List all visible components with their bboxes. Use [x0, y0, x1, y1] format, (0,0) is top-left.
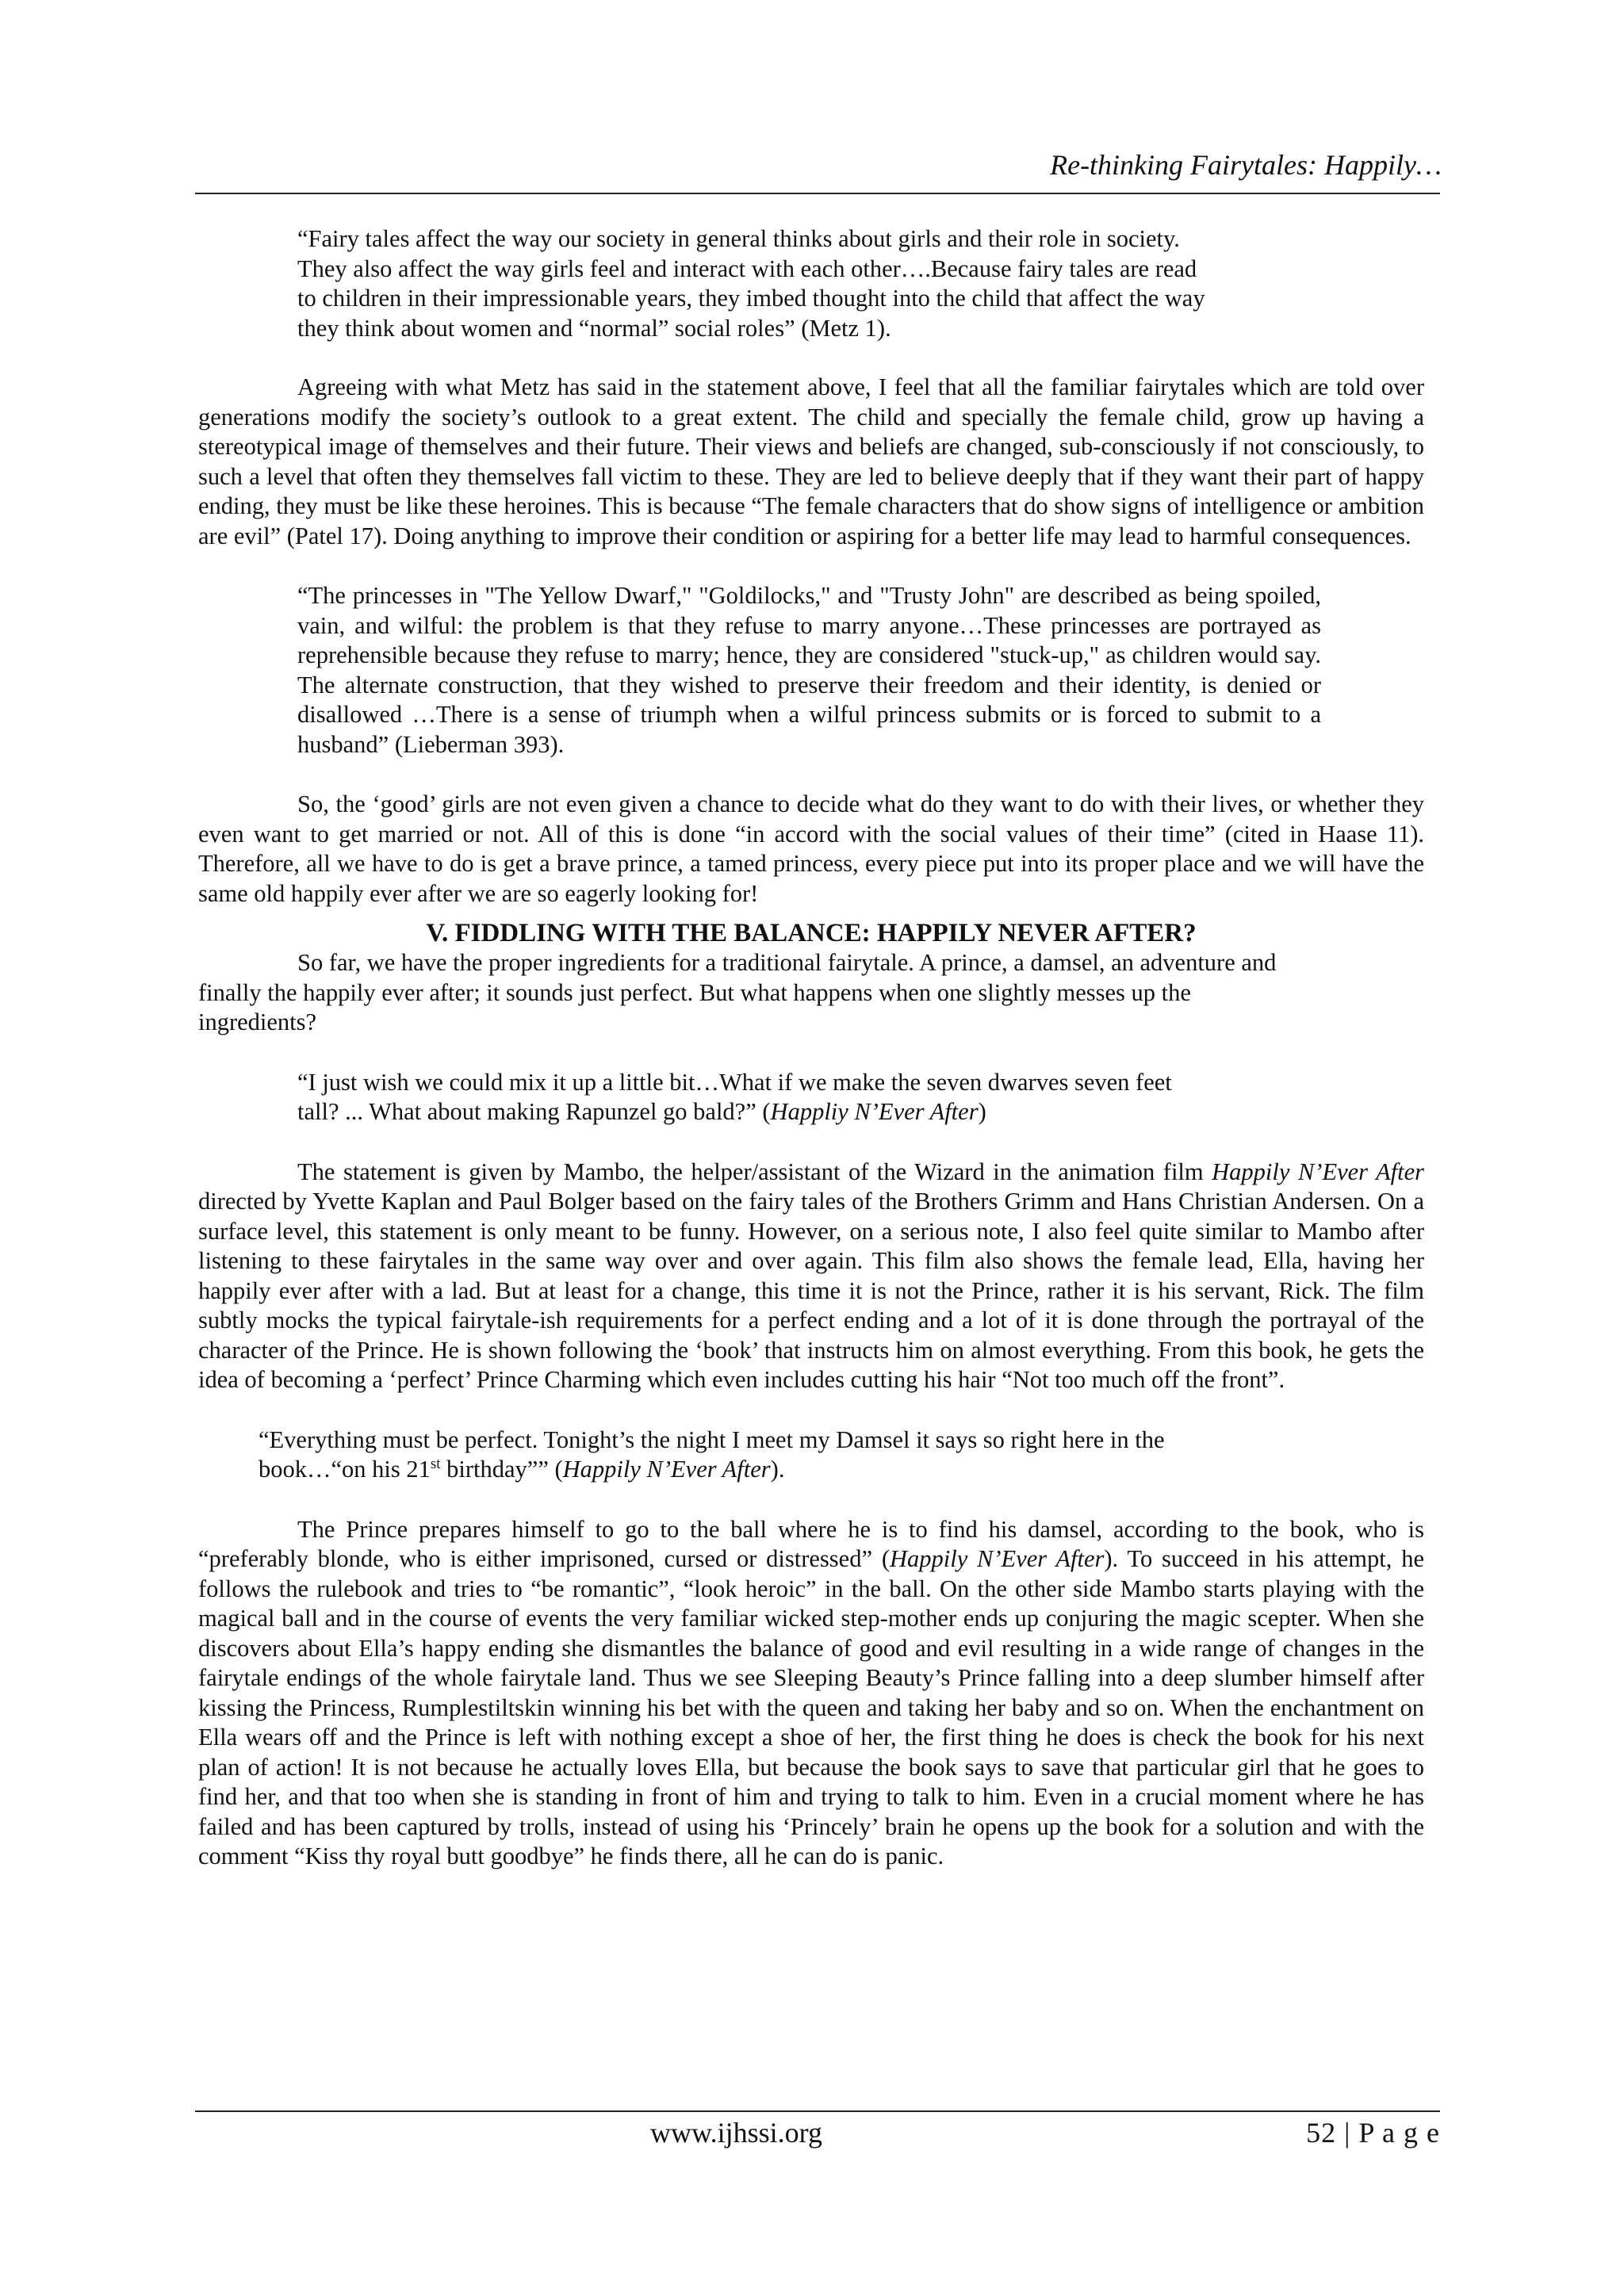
- quote-text: ): [978, 1098, 986, 1125]
- film-title: Happily N’Ever After: [1212, 1158, 1424, 1185]
- paragraph-prince-ball: [198, 1515, 1424, 1872]
- quote-line: “Everything must be perfect. Tonight’s the night I meet my Damsel it says so right here in the: [259, 1425, 1165, 1453]
- quote-line: [297, 1097, 1329, 1127]
- footer-divider: [195, 2110, 1440, 2112]
- paragraph-text: The statement is given by Mambo, the helper/assistant of the Wizard in the animation film: [297, 1158, 1212, 1185]
- quote-text: tall? ... What about making Rapunzel go bald?” (: [297, 1098, 771, 1125]
- quote-line: [259, 1455, 1377, 1485]
- paragraph-good-girls: So, the ‘good’ girls are not even given a chance to decide what do they want to do with their lives, or whether they even want to get married or not. All of this is done “in accord with the social values of their time” (cited in Haase 11). Therefore, all we have to do is get a brave prince, a tamed princess, every piece put into its proper place and we will have the same old happily ever after we are so eagerly looking for!: [198, 790, 1424, 907]
- quote-line: “I just wish we could mix it up a little bit…What if we make the seven dwarves seven feet: [297, 1068, 1172, 1096]
- paragraph-line: finally the happily ever after; it sounds just perfect. But what happens when one slightly messes up the: [198, 978, 1191, 1006]
- paragraph-text: directed by Yvette Kaplan and Paul Bolger based on the fairy tales of the Brothers Grimm and Hans Christian Andersen. On a surface level, this statement is only meant to be funny. However, on a serious note, I also feel quite similar to Mambo after listening to these fairytales in the same way over and over again. This film also shows the female lead, Ella, having her happily ever after with a lad. But at least for a change, this time it is not the Prince, rather it is his servant, Rick. The film subtly mocks the typical fairytale-ish requirements for a perfect ending and a lot of it is done through the portrayal of the character of the Prince. He is shown following the ‘book’ that instructs him on almost everything. From this book, he gets the idea of becoming a ‘perfect’ Prince Charming which even includes cutting his hair “Not too much off the front”.: [198, 1188, 1424, 1393]
- quote-text: birthday”” (: [440, 1456, 563, 1483]
- page-number: 52 | P a g e: [1306, 2117, 1440, 2149]
- paragraph-line: ingredients?: [198, 1008, 317, 1035]
- block-quote-metz: [297, 224, 1329, 343]
- superscript: st: [430, 1455, 441, 1472]
- film-title: Happily N’Ever After: [889, 1545, 1105, 1572]
- paragraph-text: ). To succeed in his attempt, he follows the rulebook and tries to “be romantic”, “look heroic” in the ball. On the other side Mambo starts playing with the magical ball and in the course of events the very familiar wicked step-mother ends up conjuring the magic scepter. When she discovers about Ella’s happy ending she dismantles the balance of good and evil resulting in a wide range of changes in the fairytale endings of the whole fairytale land. Thus we see Sleeping Beauty’s Prince falling into a deep slumber himself after kissing the Princess, Rumplestiltskin winning his bet with the queen and taking her baby and so on. When the enchantment on Ella wears off and the Prince is left with nothing except a shoe of her, the first thing he does is check the book for his next plan of action! It is not because he actually loves Ella, but because the book says to save that particular girl that he goes to find her, and that too when she is standing in front of him and trying to talk to him. Even in a crucial moment where he has failed and has been captured by trolls, instead of using his ‘Princely’ brain he opens up the book for a solution and with the comment “Kiss thy royal butt goodbye” he finds there, all he can do is panic.: [198, 1545, 1424, 1869]
- quote-line: to children in their impressionable years, they imbed thought into the child that affect the way: [297, 285, 1205, 312]
- running-header-title: Re-thinking Fairytales: Happily…: [1050, 149, 1442, 181]
- block-quote-lieberman: “The princesses in "The Yellow Dwarf," "Goldilocks," and "Trusty John" are described as being spoiled, vain, and wilful: the problem is that they refuse to marry anyone…These princesses are portrayed as reprehensible because they refuse to marry; hence, they are considered "stuck-up," as children would say. The alternate construction, that they wished to preserve their freedom and their identity, is denied or disallowed …There is a sense of triumph when a wilful princess submits or is forced to submit to a husband” (Lieberman 393).: [297, 582, 1321, 758]
- header-divider: [195, 193, 1440, 194]
- film-title: Happliy N’Ever After: [770, 1098, 979, 1125]
- journal-url: www.ijhssi.org: [650, 2117, 823, 2149]
- block-quote-prince: [259, 1425, 1377, 1485]
- section-heading: V. FIDDLING WITH THE BALANCE: HAPPILY NEVER AFTER?: [426, 919, 1197, 947]
- quote-line: They also affect the way girls feel and interact with each other….Because fairy tales are read: [297, 254, 1197, 282]
- paragraph-mambo-statement: [198, 1158, 1424, 1395]
- quote-text: book…“on his 21: [259, 1456, 431, 1483]
- quote-line: “Fairy tales affect the way our society in general thinks about girls and their role in society.: [297, 225, 1180, 252]
- paragraph-line: So far, we have the proper ingredients for a traditional fairytale. A prince, a damsel, an adventure and: [297, 949, 1277, 976]
- quote-line: they think about women and “normal” social roles” (Metz 1).: [297, 314, 891, 342]
- paragraph-ingredients: [198, 948, 1424, 1038]
- quote-text: ).: [770, 1456, 785, 1483]
- block-quote-mambo: [297, 1068, 1329, 1127]
- film-title: Happily N’Ever After: [562, 1456, 771, 1483]
- article-body: [198, 224, 1424, 1872]
- paragraph-metz-discussion: Agreeing with what Metz has said in the statement above, I feel that all the familiar fairytales which are told over generations modify the society’s outlook to a great extent. The child and specially the female child, grow up having a stereotypical image of themselves and their future. Their views and beliefs are changed, sub-consciously if not consciously, to such a level that often they themselves fall victim to these. They are led to believe deeply that if they want their part of happy ending, they must be like these heroines. This is because “The female characters that do show signs of intelligence or ambition are evil” (Patel 17). Doing anything to improve their condition or aspiring for a better life may lead to harmful consequences.: [198, 373, 1425, 549]
- paragraph-text: The Prince prepares himself to go to the ball where he is to find his damsel, according to the book, who is “preferably blonde, who is either imprisoned, cursed or distressed” (: [198, 1515, 1424, 1572]
